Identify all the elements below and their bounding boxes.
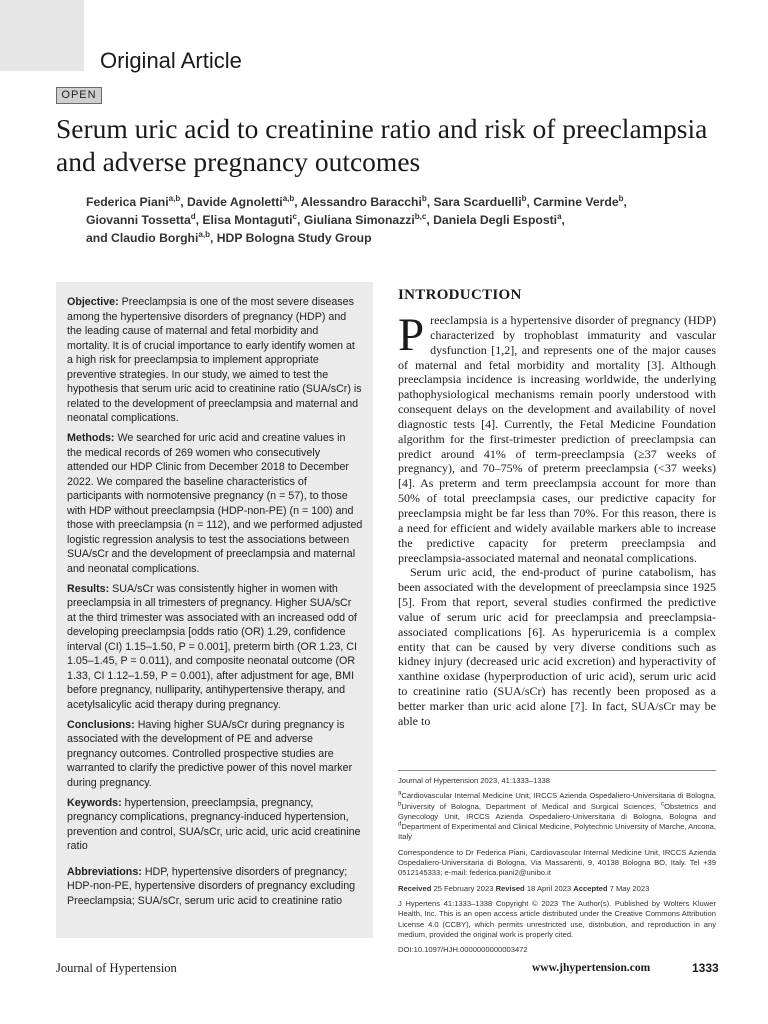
abstract-results: Results: SUA/sCr was consistently higher in women with preeclampsia in all trimesters of pregnancy. Higher SUA/sCr at the third trimester was associated with an increased odd of developing preeclampsia [odds ratio (OR) 1.29, confidence interval (CI) 1.15–1.50, P = 0.001], preterm birth (OR 1.23, CI 1.05–1.45, P = 0.011), and composite neonatal outcome (OR 1.33, CI 1.12–1.59, P = 0.001), after adjustment for age, BMI before pregnancy, nulliparity, antihypertensive therapy, and acetylsalicylic acid therapy during pregnancy. [67,582,357,711]
introduction-section [398,287,716,729]
author: Alessandro Baracchi$^b$, [300,193,434,209]
drop-cap: P [398,309,425,361]
open-access-badge: OPEN [56,87,102,104]
corner-decoration [0,0,84,71]
doi: DOI:10.1097/HJH.0000000000003472 [398,945,528,955]
correspondence: Correspondence to Dr Federica Piani, Cardiovascular Internal Medicine Unit, IRCCS Azienda Ospedaliero-Universitaria di Bologna, Via Massarenti, 9, 40138 Bologna BO, Italy. Tel +39 0512145333; e-mail: federica.piani2@unibo.it [398,847,716,878]
author: Giovanni Tossetta$^d$, [86,211,203,227]
author: Giuliana Simonazzi$^{b,c}$, [303,211,434,227]
article-footnote [398,770,716,960]
author: Elisa Montaguti$^c$, [202,211,304,227]
journal-citation: Journal of Hypertension 2023, 41:1333–1338 [398,776,550,785]
author: Sara Scarduelli$^b$, [433,193,534,209]
author: Davide Agnoletti$^{a,b}$, [186,193,301,209]
article-type: Original Article [100,48,242,73]
author-list [86,193,726,247]
author: Daniela Degli Esposti$^a$, [433,211,565,227]
author: Carmine Verde$^b$, [533,193,627,209]
abstract-box [56,282,373,938]
author: and Claudio Borghi$^{a,b}$, [86,229,217,245]
affiliations: $^a$Cardiovascular Internal Medicine Unit, IRCCS Azienda Ospedaliero-Universitaria di Bologna, $^b$University of Bologna, Department of Medical and Surgical Sciences, $^c$Obstetrics and Gynecology Unit, IRCCS Azienda Ospedaliero-Universitaria di Bologna, Bologna and $^d$Department of Experimental and Clinical Medicine, Polytechnic University of Marche, Ancona, Italy [398,790,716,842]
page-number: 1333 [692,961,719,975]
received-dates: Received 25 February 2023 Revised 18 April 2023 Accepted 7 May 2023 [398,883,650,893]
abstract-conclusions: Conclusions: Having higher SUA/sCr during pregnancy is associated with the development of PE and adverse pregnancy outcomes. Controlled prospective studies are warranted to clarify the predictive power of this novel marker during pregnancy. [67,718,353,789]
article-title: Serum uric acid to creatinine ratio and risk of preeclampsia and adverse pregnancy outcomes [56,113,708,177]
abstract-methods: Methods: We searched for uric acid and creatine values in the medical records of 269 women who consecutively attended our HDP Clinic from December 2018 to December 2022. We compared the baseline characteristics of participants with normotensive pregnancy (n = 57), to those with HDP without preeclampsia (HDP-non-PE) (n = 100) and those with preeclampsia (n = 112), and we performed adjusted logistic regression analysis to test the associations between SUA/sCr and the development of preeclampsia and maternal and neonatal complications. [67,432,363,575]
copyright-notice: J Hypertens 41:1333–1338 Copyright © 2023 The Author(s). Published by Wolters Kluwer Health, Inc. This is an open access article distributed under the Creative Commons Attribution License 4.0 (CCBY), which permits unrestricted use, distribution, and reproduction in any medium, provided the original work is properly cited. [398,898,716,939]
section-heading: INTRODUCTION [398,287,522,303]
journal-name-footer: Journal of Hypertension [56,961,177,975]
introduction-paragraph-2: Serum uric acid, the end-product of purine catabolism, has been associated with the development of preeclampsia since 1925 [5]. From that report, several studies confirmed the predictive value of serum uric acid for preeclampsia and preeclampsia-associated complications [6]. As hyperuricemia is a complex entity that can be caused by very diverse conditions such as kidney injury (decreased uric acid excretion) and hyperactivity of xanthine oxidase (hyperproduction of uric acid), serum uric acid to creatinine ratio (SUA/sCr) has recently been proposed as a better marker than uric acid alone [7]. In fact, SUA/sCr may be able to [398,565,716,728]
introduction-paragraph-1: Preeclampsia is a hypertensive disorder of pregnancy (HDP) characterized by trophoblast immaturity and vascular dysfunction [1,2], and represents one of the major causes of maternal and fetal morbidity and mortality [3]. Although preeclampsia incidence is increasing worldwide, the underlying pathophysiological mechanisms remain poorly understood with consequent delays on the development and availability of novel diagnostic tests [4]. Currently, the Fetal Medicine Foundation algorithm for the first-trimester prediction of preeclampsia can predict around 41% of term-preeclampsia (≥37 weeks of pregnancy), and 70–75% of preterm preeclampsia (<37 weeks) [4]. As preterm and term preeclampsia account for more than 50% of total preeclampsia cases, our predictive capacity for preeclampsia might be far less than 70%. For this reason, there is a need for efficient and widely available markers able to increase the predictive capacity for preterm preeclampsia and preeclampsia-associated maternal and neonatal complications. [398,309,716,565]
study-group: HDP Bologna Study Group [216,231,372,245]
abstract-keywords: Keywords: hypertension, preeclampsia, pregnancy, pregnancy complications, pregnancy-induced hypertension, prevention and control, SUA/sCr, uric acid, uric acid creatinine ratio [67,796,361,852]
website-link[interactable]: www.jhypertension.com [532,962,651,974]
author: Federica Piani$^{a,b}$, [86,193,187,209]
abstract-abbreviations: Abbreviations: HDP, hypertensive disorders of pregnancy; HDP-non-PE, hypertensive disorders of pregnancy excluding Preeclampsia; SUA/sCr, serum uric acid to creatinine ratio [67,865,356,907]
abstract-objective: Objective: Preeclampsia is one of the most severe diseases among the hypertensive disorders of pregnancy (HDP) and the leading cause of maternal and fetal morbidity and mortality. It is of crucial importance to early identify women at a high risk for preeclampsia to implement appropriate preventive strategies. In our study, we aimed to test the hypothesis that serum uric acid to creatinine ratio (SUA/sCr) is related to the development of preeclampsia and maternal and neonatal complications. [67,296,362,424]
